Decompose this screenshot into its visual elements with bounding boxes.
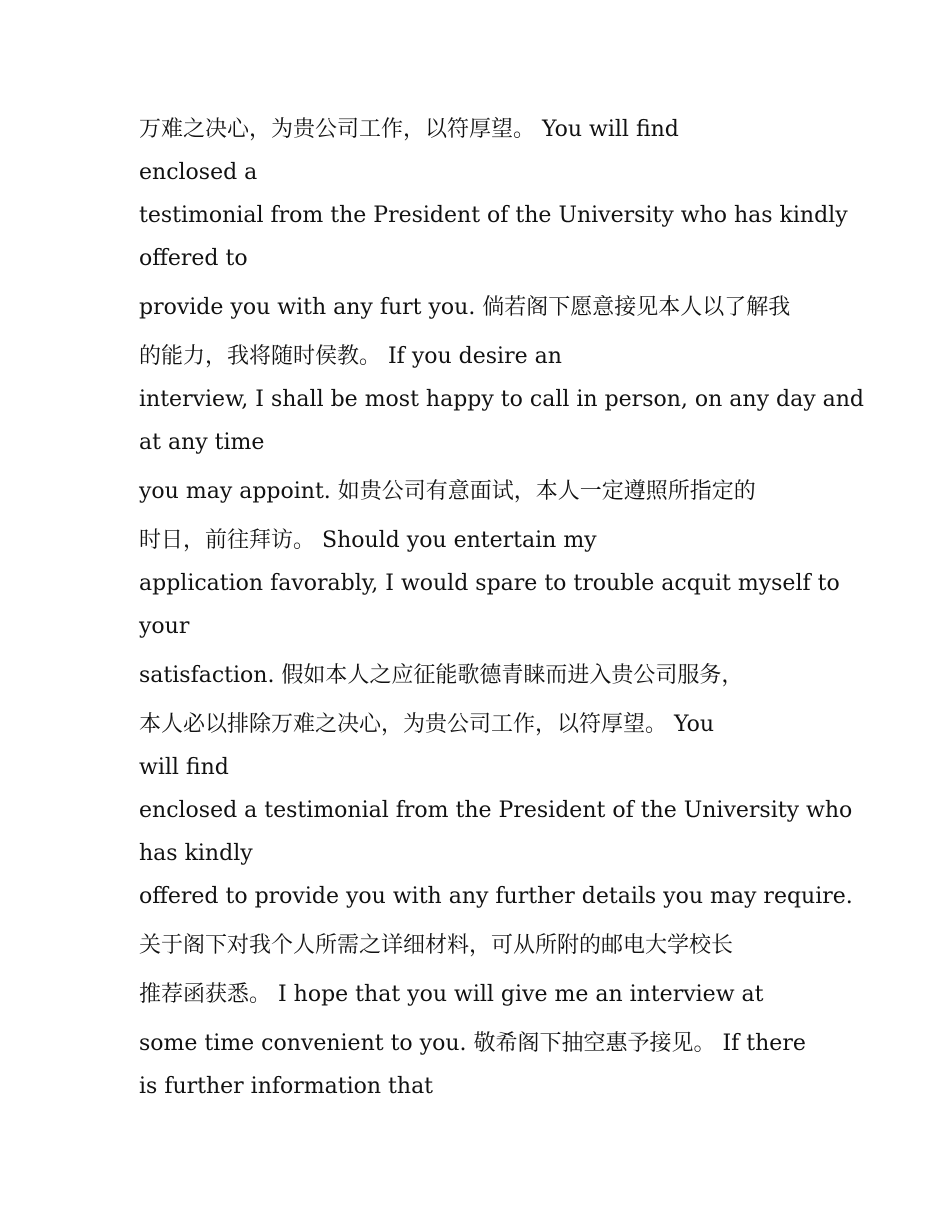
text-line: is further information that	[139, 1074, 434, 1099]
text-line: will find	[139, 755, 229, 780]
text-line: 推荐函获悉。 I hope that you will give me an interview at	[139, 982, 764, 1007]
text-line: has kindly	[139, 841, 253, 866]
text-line: some time convenient to you. 敬希阁下抽空惠予接见。 If there	[139, 1031, 806, 1056]
text-line: you may appoint. 如贵公司有意面试，本人一定遵照所指定的	[139, 479, 756, 504]
text-line: 关于阁下对我个人所需之详细材料，可从所附的邮电大学校长	[139, 933, 734, 958]
text-line: interview, I shall be most happy to call in person, on any day and	[139, 387, 864, 412]
text-line: at any time	[139, 430, 265, 455]
text-line: provide you with any furt you. 倘若阁下愿意接见本人以了解我	[139, 295, 791, 320]
text-line: enclosed a	[139, 160, 258, 185]
text-line: 本人必以排除万难之决心，为贵公司工作，以符厚望。 You	[139, 712, 715, 737]
text-line: 时日，前往拜访。 Should you entertain my	[139, 528, 597, 553]
text-line: satisfaction. 假如本人之应征能歌德青睐而进入贵公司服务，	[139, 663, 744, 688]
text-line: offered to	[139, 246, 248, 271]
text-line: offered to provide you with any further details you may require.	[139, 884, 853, 909]
text-line: 万难之决心，为贵公司工作，以符厚望。 You will find	[139, 117, 679, 142]
text-line: enclosed a testimonial from the President of the University who	[139, 798, 853, 823]
text-line: application favorably, I would spare to trouble acquit myself to	[139, 571, 840, 596]
text-line: 的能力，我将随时侯教。 If you desire an	[139, 344, 562, 369]
text-line: your	[139, 614, 190, 639]
text-line: testimonial from the President of the University who has kindly	[139, 203, 848, 228]
letter-body	[139, 108, 864, 1108]
